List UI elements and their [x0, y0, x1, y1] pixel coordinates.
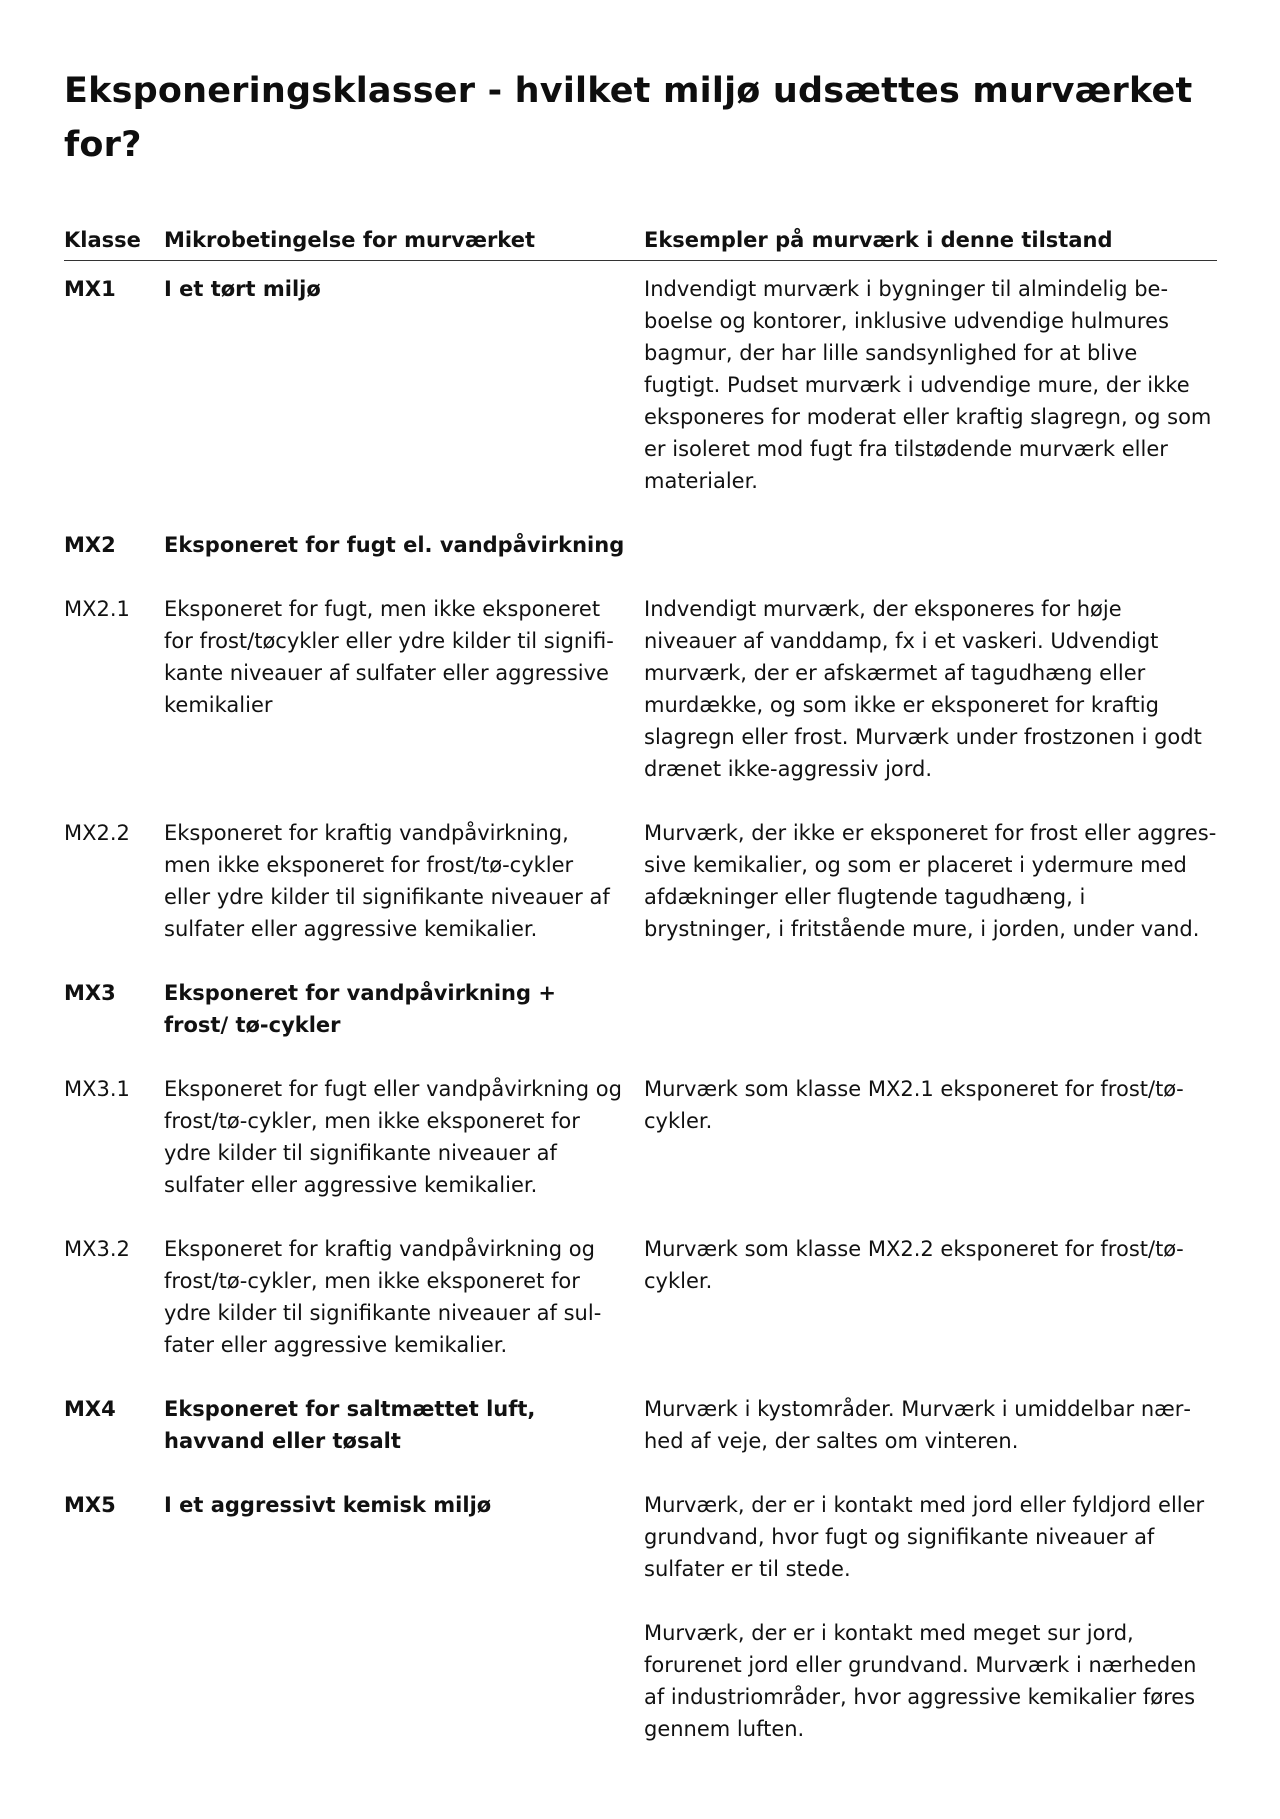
row-klasse: MX2.1	[64, 597, 130, 621]
row-klasse: MX1	[64, 277, 116, 301]
page-title: Eksponeringsklasser - hvilket miljø udsættes murværket for?	[64, 71, 1193, 165]
header-klasse: Klasse	[64, 228, 141, 252]
table-row-mx2-1	[64, 593, 1217, 785]
table-row-mx4	[64, 1393, 1217, 1457]
row-mikrobetingelse: Eksponeret for saltmættet luft, havvand eller tøsalt	[164, 1397, 536, 1453]
row-mikrobetingelse: I et aggressivt kemisk miljø	[164, 1493, 492, 1517]
row-klasse: MX2.2	[64, 821, 130, 845]
row-klasse: MX5	[64, 1493, 116, 1517]
table-row-mx3-2	[64, 1233, 1217, 1361]
row-mikrobetingelse: Eksponeret for kraftig vandpåvirkning, men ikke eksponeret for frost/tø-cykler eller ydre kilder til signifikante niveauer af sulfater eller aggressive kemikalier.	[164, 821, 610, 941]
header-mikrobetingelse: Mikrobetingelse for murværket	[164, 228, 535, 252]
row-eksempler: Murværk, der ikke er eksponeret for frost eller aggressive kemikalier, og som er placeret i ydermure med afdækninger eller flugtende tagudhæng, i brystninger, i fritstående mure, i jorden, under vand.	[644, 821, 1217, 941]
row-klasse: MX2	[64, 533, 116, 557]
row-mikrobetingelse: Eksponeret for vandpåvirkning + frost/ tø-cykler	[164, 981, 556, 1037]
row-eksempler: Indvendigt murværk, der eksponeres for høje niveauer af vanddamp, fx i et vaskeri. Udvendigt murværk, der er afskærmet af tagudhæng eller murdække, og som ikke er eksponeret for kraftig slagregn eller frost. Murværk under frostzonen i godt drænet ikke-aggressiv jord.	[644, 597, 1202, 781]
table-row-mx2-2	[64, 817, 1217, 945]
row-mikrobetingelse: Eksponeret for fugt eller vandpåvirkning og frost/tø-cykler, men ikke eksponeret for ydre kilder til signifikante niveauer af sulfater eller aggressive kemikalier.	[164, 1077, 622, 1197]
row-mikrobetingelse: Eksponeret for fugt el. vandpåvirkning	[164, 533, 625, 557]
row-eksempler: Murværk, der er i kontakt med jord eller fyldjord eller grundvand, hvor fugt og signifikante niveauer af sulfater er til stede.	[644, 1493, 1205, 1581]
row-klasse: MX3.2	[64, 1237, 130, 1261]
table-row-mx2	[64, 529, 1217, 561]
row-klasse: MX3	[64, 981, 116, 1005]
table-row-mx3-1	[64, 1073, 1217, 1201]
row-eksempler: Murværk i kystområder. Murværk i umiddelbar nærhed af veje, der saltes om vinteren.	[644, 1397, 1191, 1453]
table-row-mx5	[64, 1489, 1217, 1745]
row-eksempler: Murværk som klasse MX2.1 eksponeret for frost/tøcykler.	[644, 1077, 1184, 1133]
row-mikrobetingelse: Eksponeret for fugt, men ikke eksponeret for frost/tøcykler eller ydre kilder til signifikante niveauer af sulfater eller aggressive kemikalier	[164, 597, 614, 717]
table-row-mx3	[64, 977, 1217, 1041]
row-mikrobetingelse: Eksponeret for kraftig vandpåvirkning og frost/tø-cykler, men ikke eksponeret for ydre kilder til signifikante niveauer af sulfater eller aggressive kemikalier.	[164, 1237, 602, 1357]
row-mikrobetingelse: I et tørt miljø	[164, 277, 321, 301]
header-eksempler: Eksempler på murværk i denne tilstand	[644, 228, 1113, 252]
row-eksempler-second-paragraph: Murværk, der er i kontakt med meget sur jord, forurenet jord eller grundvand. Murværk i nærheden af industriområder, hvor aggressive kemikalier føres gennem luften.	[644, 1621, 1197, 1741]
row-klasse: MX3.1	[64, 1077, 130, 1101]
row-eksempler: Murværk som klasse MX2.2 eksponeret for frost/tøcykler.	[644, 1237, 1184, 1293]
row-klasse: MX4	[64, 1397, 116, 1421]
row-eksempler-group	[644, 1489, 1217, 1745]
row-eksempler: Indvendigt murværk i bygninger til almindelig beboelse og kontorer, inklusive udvendige hulmures bagmur, der har lille sandsynlighed for at blive fugtigt. Pudset murværk i udvendige mure, der ikke eksponeres for moderat eller kraftig slagregn, og som er isoleret mod fugt fra tilstødende murværk eller materialer.	[644, 277, 1212, 493]
table-header	[64, 224, 1217, 261]
table-row-mx1	[64, 273, 1217, 497]
table-body	[64, 273, 1217, 1745]
